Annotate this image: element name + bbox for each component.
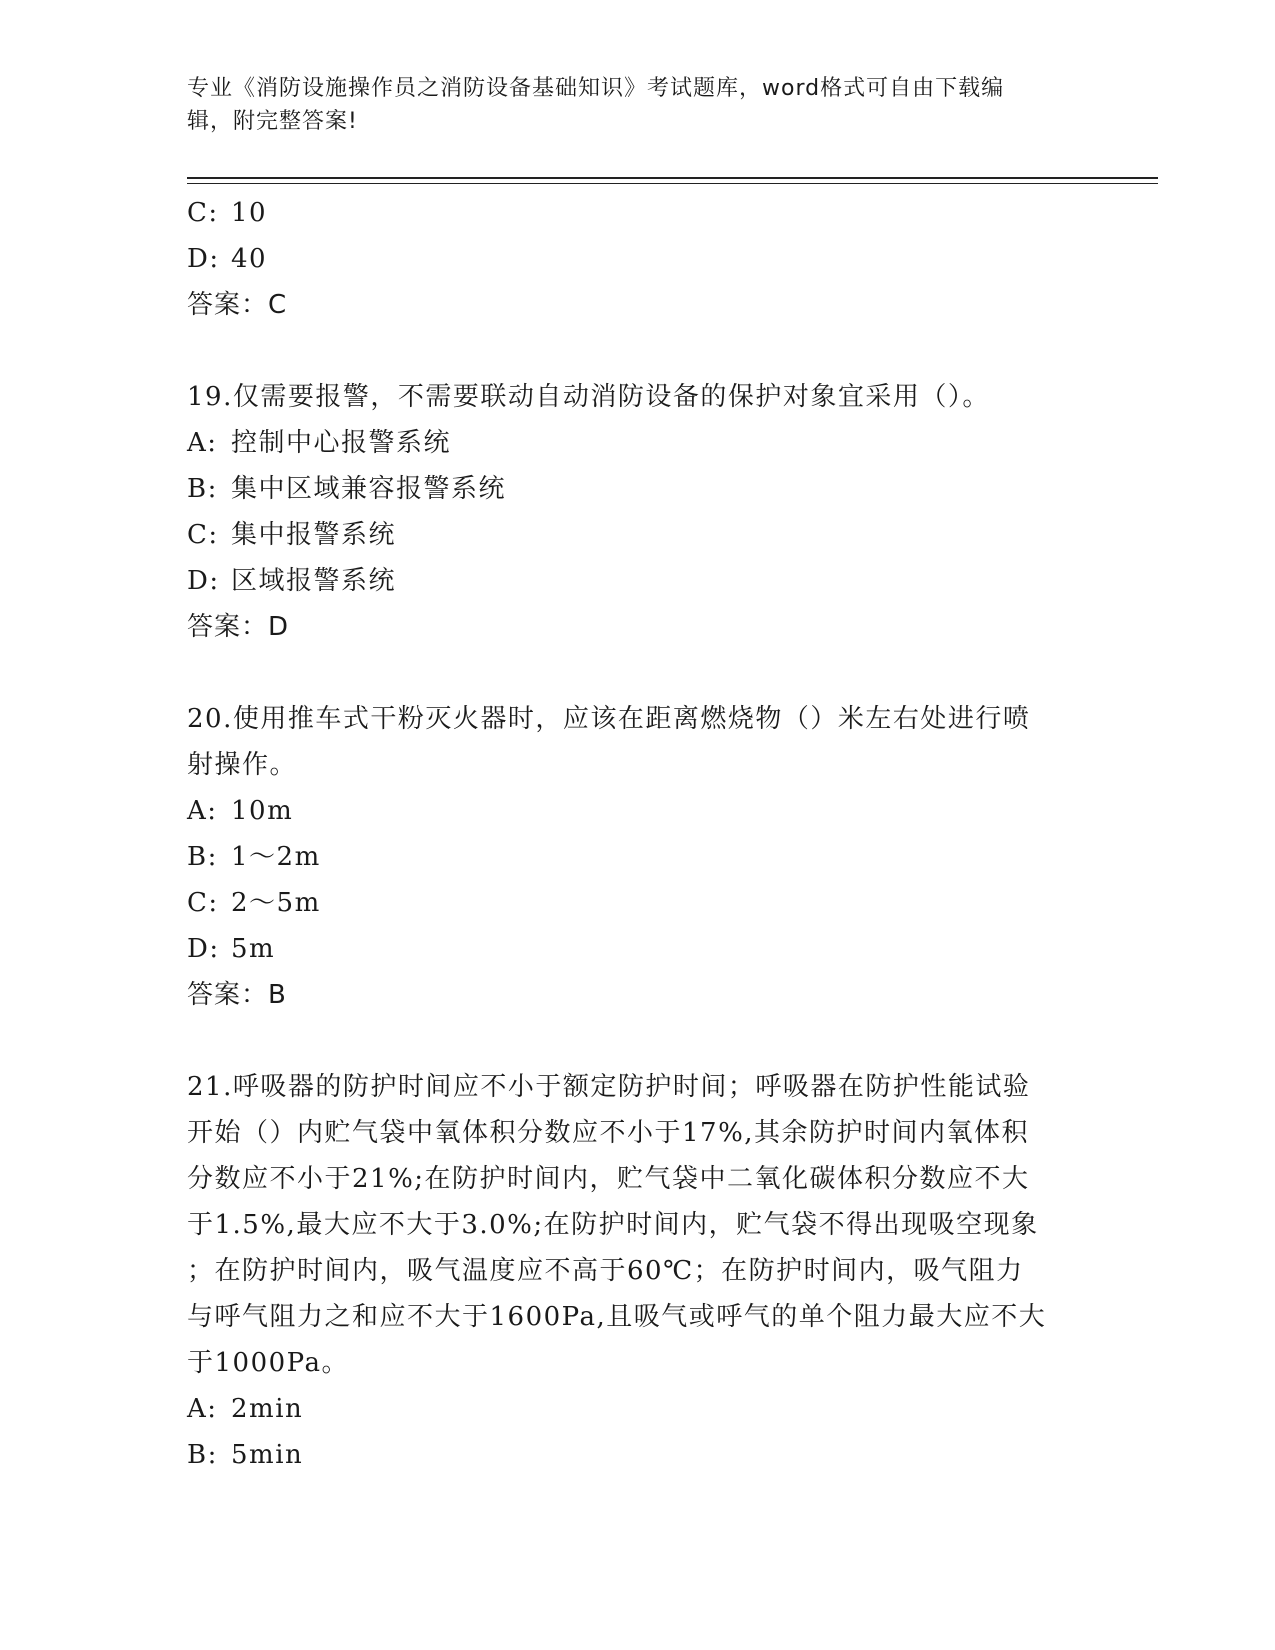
option-a: A: 10m <box>187 796 294 826</box>
question-21 <box>187 1064 1087 1478</box>
option-c: C: 集中报警系统 <box>187 520 397 550</box>
option-b: B: 1～2m <box>187 842 321 872</box>
answer: 答案：B <box>187 980 287 1010</box>
header-line-1: 专业《消防设施操作员之消防设备基础知识》考试题库，word格式可自由下载编 <box>187 76 1005 101</box>
question-text-line: 于1000Pa。 <box>187 1348 349 1378</box>
option-a: A: 控制中心报警系统 <box>187 428 452 458</box>
question-text: 19.仅需要报警，不需要联动自动消防设备的保护对象宜采用（）。 <box>187 382 990 412</box>
answer: 答案：D <box>187 612 290 642</box>
question-text-line: 20.使用推车式干粉灭火器时，应该在距离燃烧物（）米左右处进行喷 <box>187 704 1031 734</box>
header-rule <box>187 177 1158 179</box>
question-text-line: 开始（）内贮气袋中氧体积分数应不小于17%,其余防护时间内氧体积 <box>187 1118 1030 1148</box>
option-a: A: 2min <box>187 1394 304 1424</box>
question-text-line: ；在防护时间内，吸气温度应不高于60℃；在防护时间内，吸气阻力 <box>187 1256 1024 1286</box>
question-text-line: 21.呼吸器的防护时间应不小于额定防护时间；呼吸器在防护性能试验 <box>187 1072 1031 1102</box>
page-header <box>187 72 1087 138</box>
option-d: D: 区域报警系统 <box>187 566 397 596</box>
answer: 答案：C <box>187 290 288 320</box>
header-line-2: 辑，附完整答案! <box>187 109 358 134</box>
question-text-line: 分数应不小于21%;在防护时间内，贮气袋中二氧化碳体积分数应不大 <box>187 1164 1030 1194</box>
question-18-continued <box>187 190 1087 328</box>
option-c: C: 10 <box>187 198 268 228</box>
option-d: D: 40 <box>187 244 268 274</box>
question-text-line: 射操作。 <box>187 750 298 780</box>
question-19 <box>187 374 1087 650</box>
question-text-line: 于1.5%,最大应不大于3.0%;在防护时间内，贮气袋不得出现吸空现象 <box>187 1210 1039 1240</box>
question-list <box>187 190 1087 1478</box>
header-rule-thin <box>187 183 1158 184</box>
option-c: C: 2～5m <box>187 888 321 918</box>
option-b: B: 集中区域兼容报警系统 <box>187 474 507 504</box>
option-b: B: 5min <box>187 1440 304 1470</box>
option-d: D: 5m <box>187 934 276 964</box>
question-text-line: 与呼气阻力之和应不大于1600Pa,且吸气或呼气的单个阻力最大应不大 <box>187 1302 1047 1332</box>
question-20 <box>187 696 1087 1018</box>
